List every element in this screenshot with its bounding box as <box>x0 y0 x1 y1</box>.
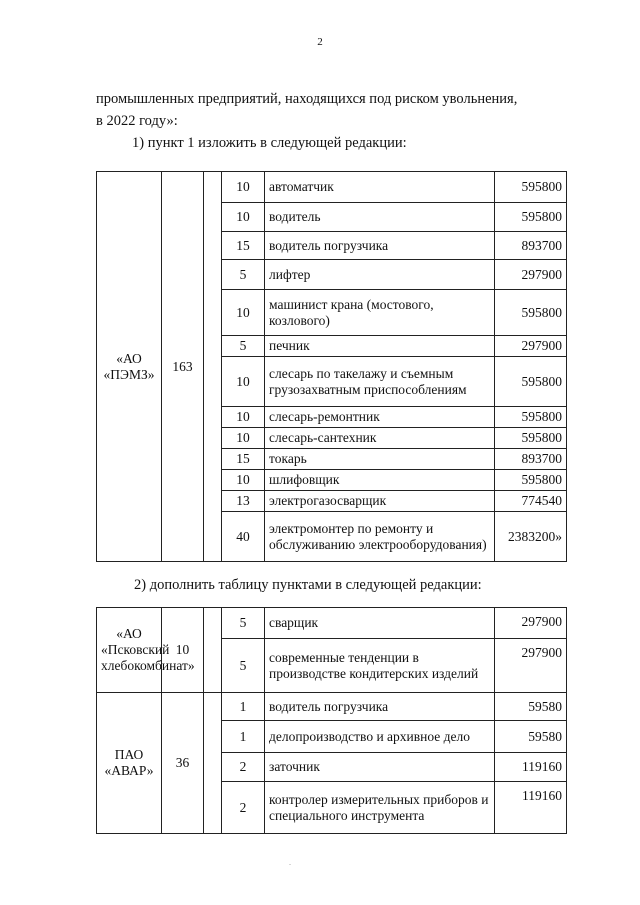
job-title-cell: водитель <box>265 203 495 232</box>
count-cell: 5 <box>222 260 265 290</box>
count-cell: 5 <box>222 639 265 693</box>
job-title-cell: машинист крана (мостового, козлового) <box>265 290 495 336</box>
job-title-cell: печник <box>265 336 495 357</box>
count-cell: 10 <box>222 172 265 203</box>
amount-cell: 119160 <box>495 782 567 834</box>
amount-cell: 297900 <box>495 260 567 290</box>
job-title-cell: слесарь-ремонтник <box>265 407 495 428</box>
intro-line-2: в 2022 году»: <box>96 113 178 129</box>
amount-cell: 595800 <box>495 290 567 336</box>
count-cell: 10 <box>222 470 265 491</box>
table-row <box>97 693 567 721</box>
amount-cell: 595800 <box>495 357 567 407</box>
count-cell: 1 <box>222 721 265 753</box>
spacer-cell <box>204 693 222 834</box>
spacer-cell <box>204 172 222 562</box>
spacer-cell <box>204 608 222 693</box>
job-title-cell: заточник <box>265 753 495 782</box>
table-1 <box>96 171 567 562</box>
count-cell: 10 <box>222 290 265 336</box>
amount-cell: 2383200» <box>495 512 567 562</box>
job-title-cell: лифтер <box>265 260 495 290</box>
amount-cell: 595800 <box>495 470 567 491</box>
organization-cell: «АО «ПЭМЗ» <box>97 172 162 562</box>
count-cell: 10 <box>222 357 265 407</box>
job-title-cell: шлифовщик <box>265 470 495 491</box>
amount-cell: 893700 <box>495 449 567 470</box>
amount-cell: 59580 <box>495 693 567 721</box>
job-title-cell: сварщик <box>265 608 495 639</box>
amount-cell: 297900 <box>495 639 567 693</box>
count-cell: 1 <box>222 693 265 721</box>
job-title-cell: автоматчик <box>265 172 495 203</box>
intro-line-1: промышленных предприятий, находящихся под риском увольнения, <box>96 91 518 107</box>
count-cell: 40 <box>222 512 265 562</box>
footer-mark: . <box>289 858 291 867</box>
amount-cell: 59580 <box>495 721 567 753</box>
page-number: 2 <box>317 36 323 48</box>
table-row <box>97 172 567 203</box>
count-cell: 10 <box>222 407 265 428</box>
amount-cell: 595800 <box>495 203 567 232</box>
amount-cell: 893700 <box>495 232 567 260</box>
job-title-cell: электромонтер по ремонту и обслуживанию электрооборудования) <box>265 512 495 562</box>
total-count-cell: 36 <box>162 693 204 834</box>
amount-cell: 297900 <box>495 336 567 357</box>
job-title-cell: водитель погрузчика <box>265 232 495 260</box>
amount-cell: 119160 <box>495 753 567 782</box>
job-title-cell: электрогазосварщик <box>265 491 495 512</box>
amount-cell: 595800 <box>495 172 567 203</box>
organization-cell: «АО «Псковский хлебокомбинат» <box>97 608 162 693</box>
amount-cell: 297900 <box>495 608 567 639</box>
count-cell: 2 <box>222 782 265 834</box>
count-cell: 5 <box>222 608 265 639</box>
job-title-cell: водитель погрузчика <box>265 693 495 721</box>
amount-cell: 595800 <box>495 407 567 428</box>
job-title-cell: слесарь по такелажу и съемным грузозахватным приспособлениям <box>265 357 495 407</box>
count-cell: 2 <box>222 753 265 782</box>
table-1-body <box>97 172 567 562</box>
total-count-cell: 10 <box>162 608 204 693</box>
job-title-cell: слесарь-сантехник <box>265 428 495 449</box>
table-2 <box>96 607 567 834</box>
table-row <box>97 608 567 639</box>
job-title-cell: токарь <box>265 449 495 470</box>
count-cell: 10 <box>222 428 265 449</box>
job-title-cell: делопроизводство и архивное дело <box>265 721 495 753</box>
total-count-cell: 163 <box>162 172 204 562</box>
count-cell: 15 <box>222 232 265 260</box>
count-cell: 13 <box>222 491 265 512</box>
amount-cell: 595800 <box>495 428 567 449</box>
amount-cell: 774540 <box>495 491 567 512</box>
count-cell: 5 <box>222 336 265 357</box>
count-cell: 10 <box>222 203 265 232</box>
item-1-heading: 1) пункт 1 изложить в следующей редакции: <box>132 135 407 151</box>
organization-cell: ПАО «АВАР» <box>97 693 162 834</box>
item-2-heading: 2) дополнить таблицу пунктами в следующей редакции: <box>134 577 482 593</box>
job-title-cell: современные тенденции в производстве кондитерских изделий <box>265 639 495 693</box>
count-cell: 15 <box>222 449 265 470</box>
table-2-body <box>97 608 567 834</box>
job-title-cell: контролер измерительных приборов и специального инструмента <box>265 782 495 834</box>
